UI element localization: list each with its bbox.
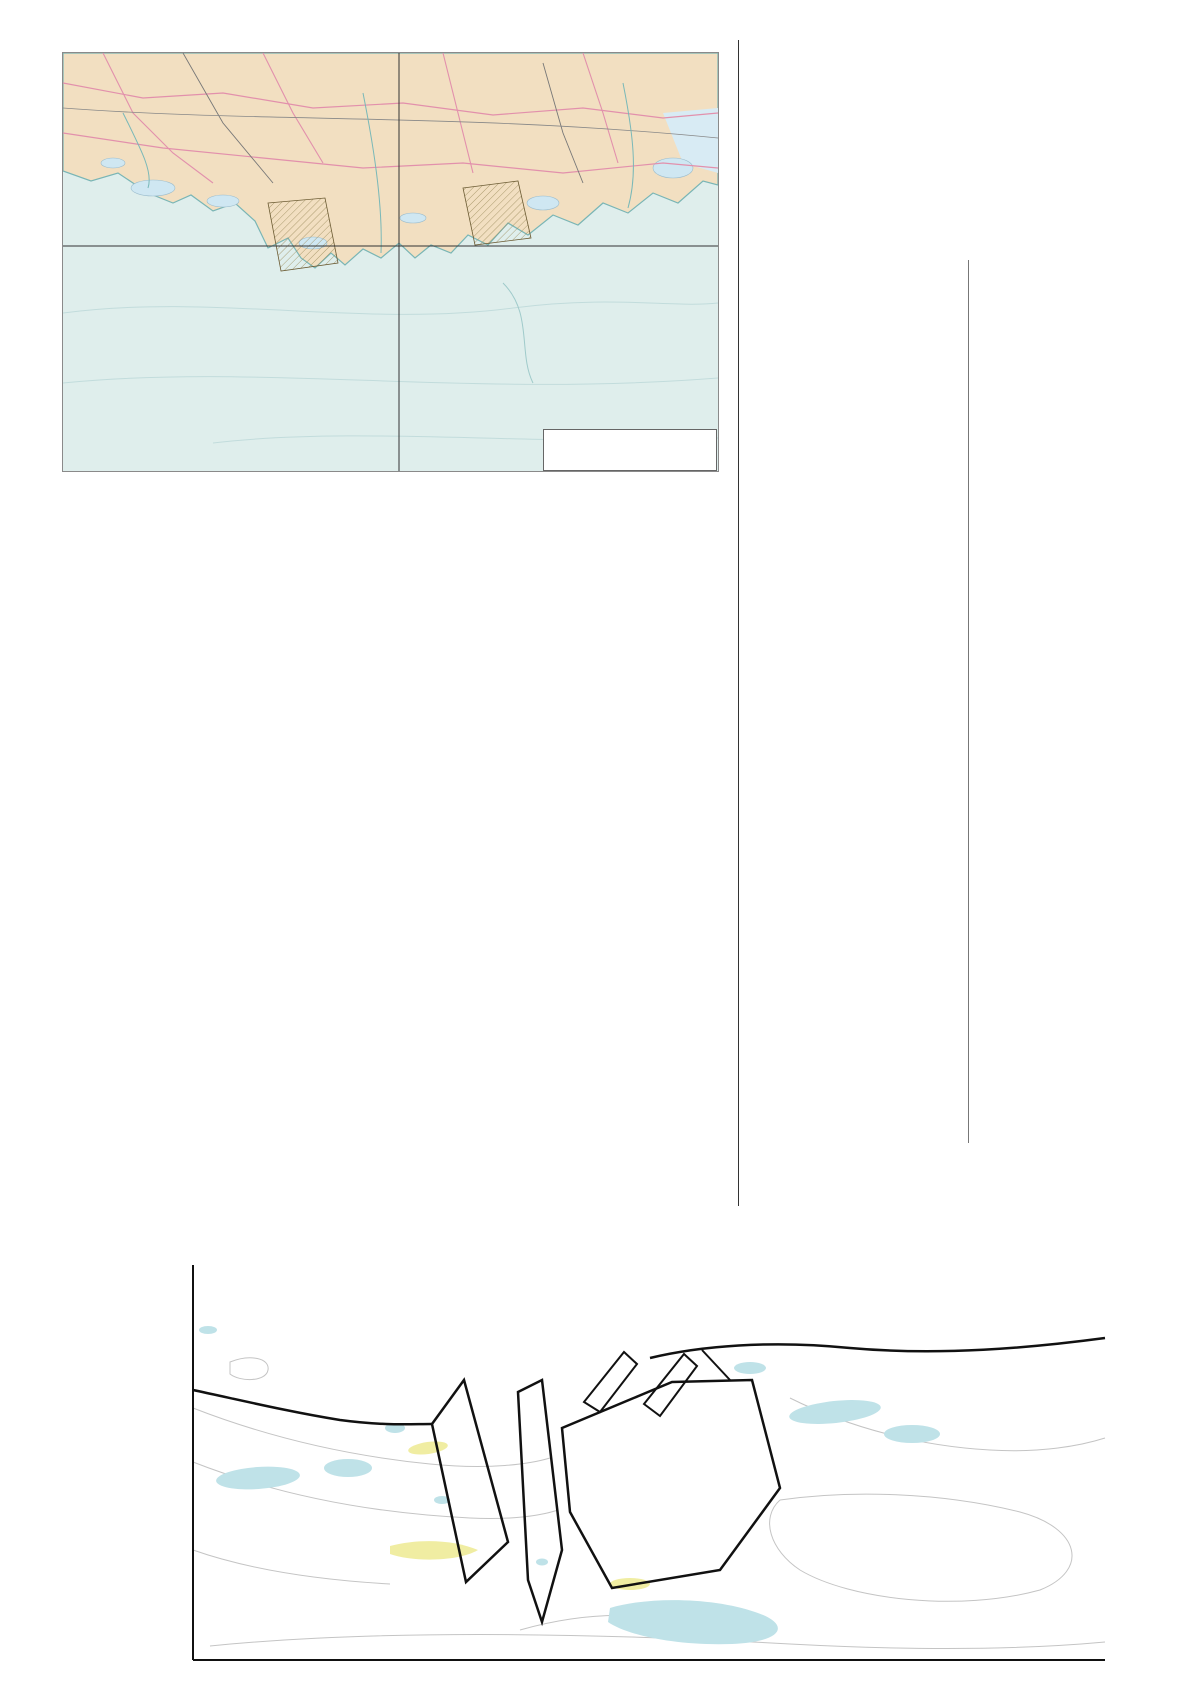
sediment-table-title bbox=[60, 834, 660, 856]
tide-level-panel bbox=[738, 40, 1101, 1206]
annual-wind-rose-chart bbox=[70, 505, 390, 805]
table-note bbox=[40, 1214, 42, 1234]
tidal-current-map-canvas bbox=[63, 53, 718, 471]
deposition-patches-blue bbox=[199, 1326, 940, 1644]
erosion-map-canvas bbox=[90, 1250, 1120, 1700]
velocity-legend bbox=[543, 429, 717, 471]
wave-height-rose-chart bbox=[440, 505, 720, 795]
tidal-current-map bbox=[62, 52, 719, 472]
level-axis-line bbox=[968, 260, 969, 1143]
erosion-patches-yellow bbox=[390, 1439, 650, 1590]
